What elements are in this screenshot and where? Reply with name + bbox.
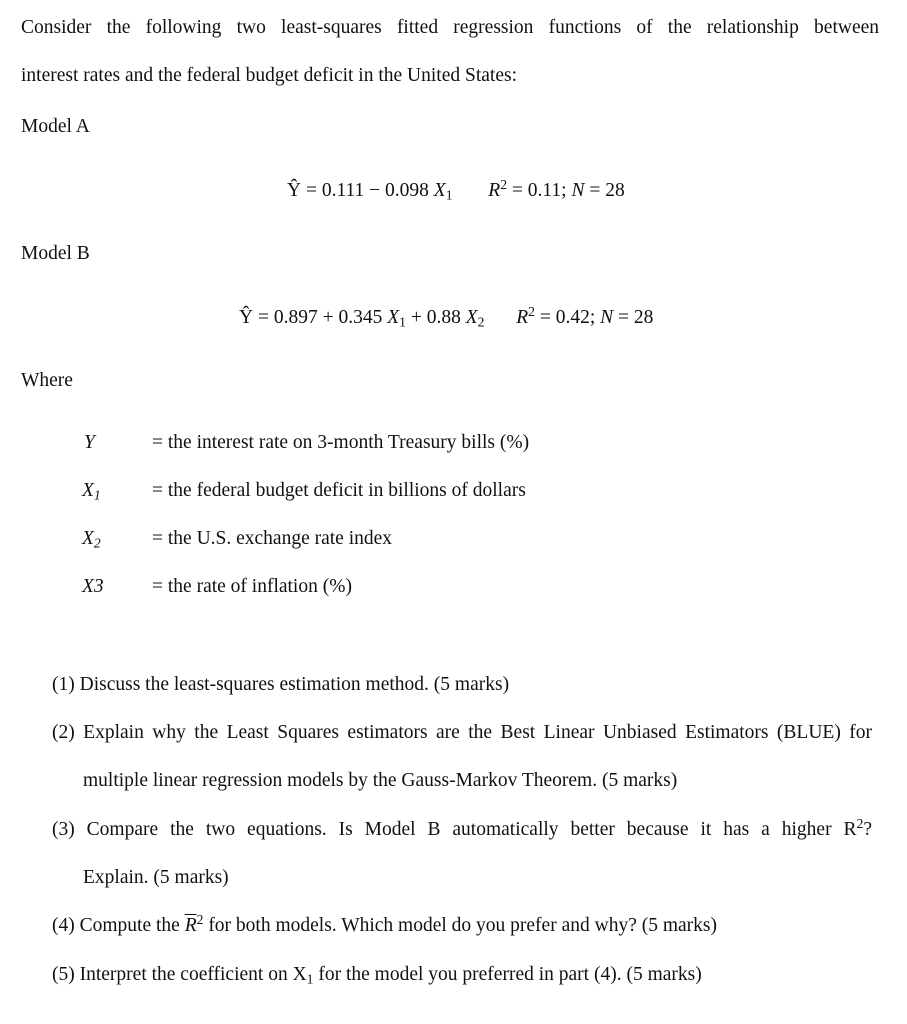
question-1-text: (1) Discuss the least-squares estimation method. (5 marks) (52, 674, 510, 695)
question-4-post: for both models. Which model do you prefer and why? (5 marks) (203, 915, 717, 936)
model-b-eq-mid: + 0.88 (405, 307, 466, 328)
var-y-name (84, 432, 95, 454)
model-a-r2-label: R (488, 180, 501, 201)
model-b-x1: X (387, 307, 400, 328)
var-x1-definition: = the federal budget deficit in billions of dollars (152, 480, 526, 501)
var-x1-symbol: X (82, 480, 94, 501)
intro-line-1: Consider the following two least-squares fitted regression functions of the relationship between (21, 17, 879, 38)
question-2 (52, 709, 872, 805)
question-5 (52, 951, 872, 999)
intro-line-2: interest rates and the federal budget deficit in the United States: (21, 65, 517, 86)
model-b-r2-value: = 0.42; (534, 307, 601, 328)
model-b-n-label: N (600, 307, 614, 328)
question-4-sup: 2 (196, 912, 204, 928)
question-3-line-2: Explain. (5 marks) (83, 867, 229, 888)
var-x2-sub: 2 (93, 535, 101, 551)
model-a-n-value: = 28 (584, 180, 625, 201)
model-b-x1-sub: 1 (399, 314, 406, 330)
model-a-eq-lhs: Ŷ = 0.111 − 0.098 (287, 180, 434, 201)
question-5-text (52, 951, 872, 999)
question-3 (52, 806, 872, 902)
model-b-equation (239, 304, 654, 330)
question-5-sub: 1 (306, 971, 314, 987)
question-4-rbar: $\overline{R}$ (184, 915, 197, 936)
var-y-symbol: Y (84, 432, 95, 453)
model-a-r2-value: = 0.11; (507, 180, 572, 201)
question-4 (52, 902, 872, 950)
where-label: Where (21, 370, 73, 391)
model-a-x1: X (433, 180, 446, 201)
var-x1-name (82, 480, 101, 502)
model-b-label: Model B (21, 243, 90, 264)
model-b-x2: X (465, 307, 478, 328)
model-a-x1-sub: 1 (445, 187, 453, 203)
model-a-r2-sup: 2 (500, 177, 508, 193)
var-y-definition: = the interest rate on 3-month Treasury bills (%) (152, 432, 530, 453)
question-4-pre: (4) Compute the (52, 915, 185, 936)
model-b-r2-label: R (516, 307, 529, 328)
question-1 (52, 661, 872, 709)
question-5-post: for the model you preferred in part (4). (5 marks) (313, 964, 702, 985)
model-b-n-value: = 28 (613, 307, 654, 328)
question-5-pre: (5) Interpret the coefficient on X (52, 964, 307, 985)
intro-paragraph (21, 4, 879, 100)
model-a-label: Model A (21, 116, 90, 137)
var-x3-symbol: X3 (82, 576, 104, 597)
question-4-text (52, 902, 872, 950)
var-x2-definition: = the U.S. exchange rate index (152, 528, 393, 549)
question-3-sup: 2 (856, 816, 864, 832)
model-b-x2-sub: 2 (477, 314, 485, 330)
model-b-r2-sup: 2 (528, 304, 535, 320)
var-x2-name (82, 528, 101, 550)
question-2-line-1: (2) Explain why the Least Squares estimators are the Best Linear Unbiased Estimators (BLUE) for (52, 722, 872, 743)
var-x2-symbol: X (82, 528, 94, 549)
var-x3-definition: = the rate of inflation (%) (152, 576, 352, 597)
var-x1-sub: 1 (93, 487, 101, 503)
question-3-line-1-text: (3) Compare the two equations. Is Model B automatically better because it has a higher R (52, 819, 857, 840)
question-3-end: ? (863, 819, 872, 840)
question-3-line-1 (52, 806, 872, 854)
question-2-line-2: multiple linear regression models by the Gauss-Markov Theorem. (5 marks) (83, 770, 678, 791)
var-x3-name (82, 576, 104, 598)
model-a-n-label: N (571, 180, 585, 201)
model-a-equation (287, 177, 625, 203)
model-b-eq-lhs: Ŷ = 0.897 + 0.345 (239, 307, 388, 328)
